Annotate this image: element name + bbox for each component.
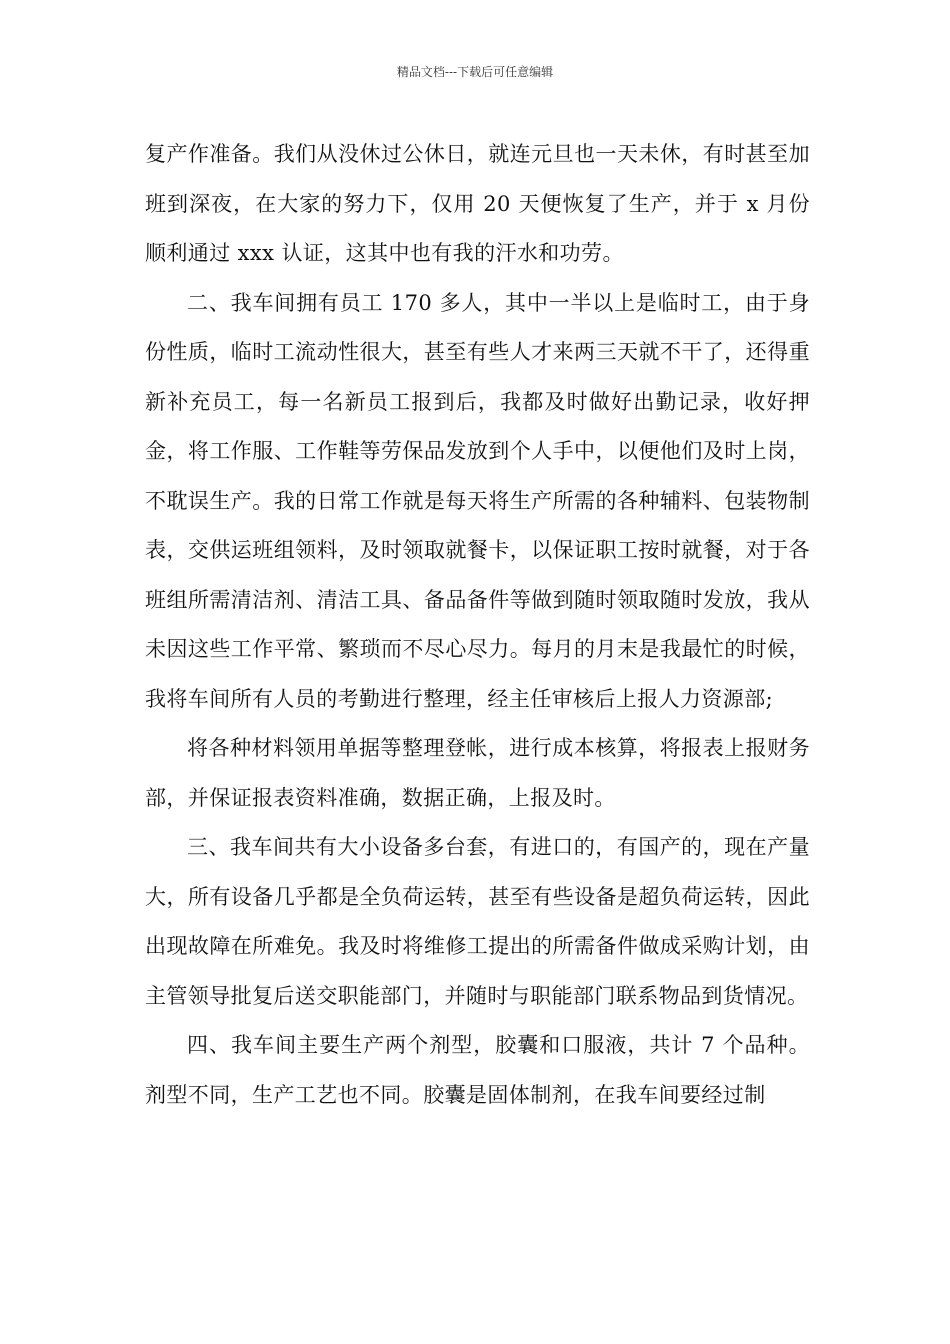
paragraph-1: 复产作准备。我们从没休过公休日，就连元旦也一天未休，有时甚至加班到深夜，在大家的努力下，仅用 20 天便恢复了生产，并于 x 月份顺利通过 xxx 认证，这其中也有我的汗水和功劳。: [145, 142, 810, 265]
paragraph-2: 二、我车间拥有员工 170 多人，其中一半以上是临时工，由于身份性质，临时工流动性很大，甚至有些人才来两三天就不干了，还得重新补充员工，每一名新员工报到后，我都及时做好出勤记录，收好押金，将工作服、工作鞋等劳保品发放到个人手中，以便他们及时上岗，不耽误生产。我的日常工作就是每天将生产所需的各种辅料、包装物制表，交供运班组领料，及时领取就餐卡，以保证职工按时就餐，对于各班组所需清洁剂、清洁工具、备品备件等做到随时领取随时发放，我从未因这些工作平常、繁琐而不尽心尽力。每月的月末是我最忙的时候，我将车间所有人员的考勤进行整理，经主任审核后上报人力资源部;: [145, 290, 810, 711]
paragraph-5: 四、我车间主要生产两个剂型，胶囊和口服液，共计 7 个品种。剂型不同，生产工艺也不同。胶囊是固体制剂，在我车间要经过制: [145, 1033, 810, 1107]
document-body: [145, 130, 810, 1120]
page-header: 精品文档---下载后可任意编辑: [396, 65, 554, 79]
paragraph-4: 三、我车间共有大小设备多台套，有进口的，有国产的，现在产量大，所有设备几乎都是全负荷运转，甚至有些设备是超负荷运转，因此出现故障在所难免。我及时将维修工提出的所需备件做成采购计划，由主管领导批复后送交职能部门，并随时与职能部门联系物品到货情况。: [145, 835, 810, 1008]
paragraph-3: 将各种材料领用单据等整理登帐，进行成本核算，将报表上报财务部，并保证报表资料准确，数据正确，上报及时。: [145, 736, 810, 810]
